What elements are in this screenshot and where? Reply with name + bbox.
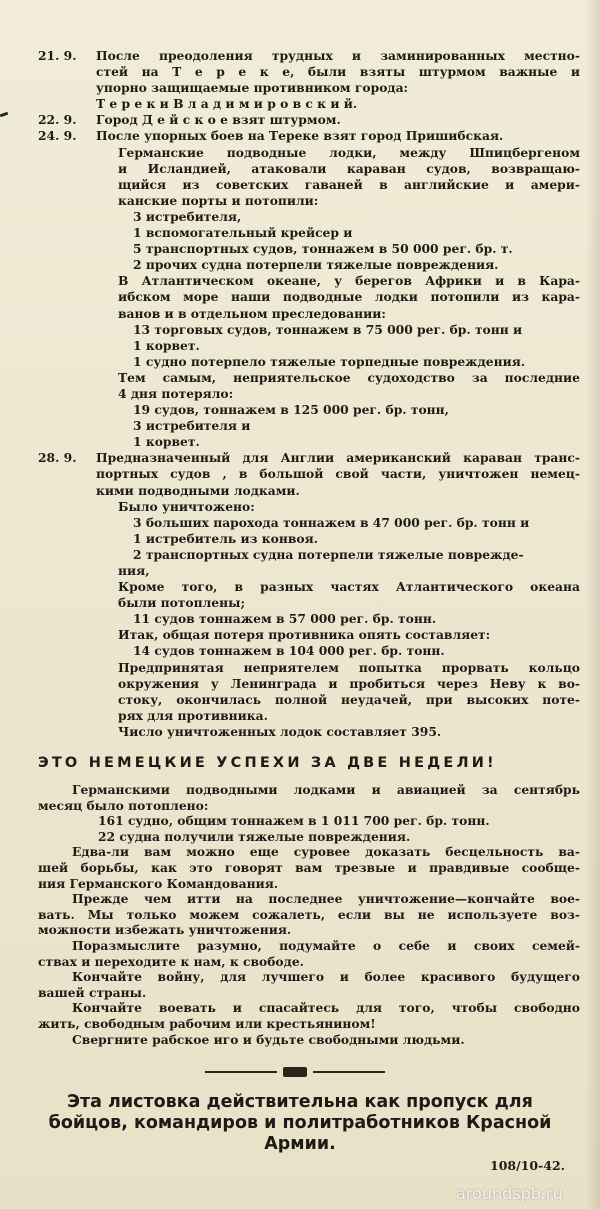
line-text: ствах и переходите к нам, к свободе. <box>38 953 304 969</box>
text-line <box>0 844 600 860</box>
line-text: Т е р е к и В л а д и м и р о в с к и й. <box>96 96 358 112</box>
appeal-text <box>0 782 600 1047</box>
text-line <box>0 611 600 627</box>
line-text: Город Д е й с к о е взят штурмом. <box>96 112 341 128</box>
text-line <box>0 876 600 892</box>
line-text: 1 вспомогательный крейсер и <box>133 225 353 241</box>
text-line <box>0 418 600 434</box>
line-text: Свергните рабское иго и будьте свободными людьми. <box>72 1031 465 1047</box>
line-text: Кроме того, в разных частях Атлантического океана <box>118 579 580 595</box>
line-text: ния, <box>118 563 150 578</box>
text-line <box>0 128 600 144</box>
line-text: 11 судов тоннажем в 57 000 рег. бр. тонн. <box>133 611 437 627</box>
text-line <box>0 1032 600 1048</box>
text-line <box>0 209 600 225</box>
text-line <box>0 370 600 386</box>
leaflet-code: 108/10-42. <box>490 1158 565 1173</box>
text-line <box>0 579 600 595</box>
entry-date: 24. 9. <box>38 128 77 144</box>
report-entry <box>0 48 600 112</box>
text-line <box>0 891 600 907</box>
line-text: 1 корвет. <box>133 337 200 353</box>
line-text: 3 истребителя, <box>133 208 242 224</box>
text-line <box>0 354 600 370</box>
line-text: 3 больших парохода тоннажем в 47 000 рег. бр. тонн и <box>133 514 530 530</box>
text-line <box>0 531 600 547</box>
report-entry <box>0 450 600 740</box>
text-line <box>0 782 600 798</box>
line-text: 161 судно, общим тоннажем в 1 011 700 рег. бр. тонн. <box>98 813 490 829</box>
text-line <box>0 225 600 241</box>
line-text: 1 истребитель из конвоя. <box>133 530 318 546</box>
line-text: рях для противника. <box>118 707 268 723</box>
line-text: 2 транспортных судна потерпели тяжелые поврежде- <box>133 546 524 562</box>
text-line <box>0 954 600 970</box>
text-line <box>0 80 600 96</box>
line-text: Предпринятая неприятелем попытка прорвать кольцо <box>118 659 580 675</box>
text-line <box>0 434 600 450</box>
line-text: После упорных боев на Тереке взят город Пришибская. <box>96 128 504 144</box>
text-line <box>0 969 600 985</box>
line-text: Предназначенный для Англии американский караван транс- <box>96 450 580 466</box>
report-entry <box>0 128 600 450</box>
text-line <box>0 241 600 257</box>
war-report-entries <box>0 48 600 740</box>
text-line <box>0 563 600 579</box>
line-text: 4 дня потеряло: <box>118 385 234 401</box>
line-text: Германские подводные лодки, между Шпицбергеном <box>118 144 580 160</box>
text-line <box>0 724 600 740</box>
line-text: В Атлантическом океане, у берегов Африки и в Кара- <box>118 273 580 289</box>
text-line <box>0 466 600 482</box>
divider-ornament <box>283 1067 307 1077</box>
text-line <box>0 177 600 193</box>
entry-date: 28. 9. <box>38 450 77 466</box>
line-text: кими подводными лодками. <box>96 482 300 498</box>
line-text: Кончайте войну, для лучшего и более красивого будущего <box>72 969 580 985</box>
line-text: Итак, общая потеря противника опять составляет: <box>118 627 491 643</box>
text-line <box>0 907 600 923</box>
line-text: 5 транспортных судов, тоннажем в 50 000 рег. бр. т. <box>133 241 513 257</box>
line-text: щийся из советских гаваней в английские и амери- <box>118 176 580 192</box>
line-text: Тем самым, неприятельское судоходство за последние <box>118 369 580 385</box>
line-text: После преодоления трудных и заминированных местно- <box>96 48 580 63</box>
line-text: были потоплены; <box>118 595 245 611</box>
line-text: ния Германского Командования. <box>38 875 279 891</box>
text-line <box>0 692 600 708</box>
line-text: месяц было потоплено: <box>38 797 209 813</box>
text-line <box>0 499 600 515</box>
text-line <box>0 813 600 829</box>
line-text: 1 судно потерпело тяжелые торпедные повреждения. <box>133 353 526 369</box>
line-text: вашей страны. <box>38 984 147 1000</box>
line-text: Прежде чем итти на последнее уничтожение—кончайте вое- <box>72 891 580 907</box>
text-line <box>0 1016 600 1032</box>
text-line <box>0 595 600 611</box>
line-text: вать. Мы только можем сожалеть, если вы не используете воз- <box>38 906 580 922</box>
text-line <box>0 938 600 954</box>
line-text: окружения у Ленинграда и пробиться через Неву к во- <box>118 675 580 691</box>
text-line <box>0 64 600 80</box>
line-text: канские порты и потопили: <box>118 192 319 208</box>
report-entry <box>0 112 600 128</box>
line-text: 13 торговых судов, тоннажем в 75 000 рег. бр. тонн и <box>133 321 523 337</box>
line-text: ибском море наши подводные лодки потопили из кара- <box>118 289 580 305</box>
text-line <box>0 289 600 305</box>
text-line <box>0 450 600 466</box>
text-line <box>0 161 600 177</box>
text-line <box>0 660 600 676</box>
entry-date: 22. 9. <box>38 112 77 128</box>
line-text: и Исландией, атаковали караван судов, возвращаю- <box>118 160 580 176</box>
divider-left-bar <box>205 1071 277 1073</box>
headline: ЭТО НЕМЕЦКИЕ УСПЕХИ ЗА ДВЕ НЕДЕЛИ! <box>38 755 497 771</box>
text-line <box>0 643 600 659</box>
line-text: Германскими подводными лодками и авиацией за сентябрь <box>72 782 580 797</box>
line-text: 2 прочих судна потерпели тяжелые повреждения. <box>133 257 499 273</box>
line-text: стей на Т е р е к е, были взяты штурмом важные и <box>96 64 580 80</box>
line-text: Число уничтоженных лодок составляет 395. <box>118 723 442 739</box>
text-line <box>0 338 600 354</box>
text-line <box>0 257 600 273</box>
line-text: упорно защищаемые противником города: <box>96 80 409 96</box>
text-line <box>0 798 600 814</box>
line-text: 14 судов тоннажем в 104 000 рег. бр. тонн. <box>133 643 445 659</box>
text-line <box>0 708 600 724</box>
line-text: стоку, окончилась полной неудачей, при высоких потe- <box>118 691 580 707</box>
text-line <box>0 112 600 128</box>
text-line <box>0 145 600 161</box>
text-line <box>0 483 600 499</box>
text-line <box>0 829 600 845</box>
line-text: шей борьбы, как это говорят вам трезвые и правдивые сообще- <box>38 859 580 875</box>
text-line <box>0 676 600 692</box>
line-text: Было уничтожено: <box>118 498 255 514</box>
line-text: 22 судна получили тяжелые повреждения. <box>98 828 411 844</box>
entry-date: 21. 9. <box>38 48 77 63</box>
text-line <box>0 627 600 643</box>
text-line <box>0 922 600 938</box>
line-text: портных судов , в большой свой части, уничтожен немец- <box>96 466 580 482</box>
text-line <box>0 860 600 876</box>
line-text: Поразмыслите разумно, подумайте о себе и своих семей- <box>72 937 580 953</box>
line-text: Едва-ли вам можно еще суровее доказать бесцельность ва- <box>72 844 580 860</box>
text-line <box>0 515 600 531</box>
text-line <box>0 273 600 289</box>
line-text: Кончайте воевать и спасайтесь для того, чтобы свободно <box>72 1000 580 1016</box>
line-text: можности избежать уничтожения. <box>38 922 292 938</box>
divider-right-bar <box>313 1071 385 1073</box>
line-text: 3 истребителя и <box>133 418 251 434</box>
text-line <box>0 547 600 563</box>
line-text: 1 корвет. <box>133 434 200 450</box>
text-line <box>0 1000 600 1016</box>
text-line <box>0 402 600 418</box>
pass-statement: Эта листовка действительна как пропуск для бойцов, командиров и политработников Красной Армии. <box>48 1092 552 1154</box>
ornamental-divider <box>205 1067 385 1077</box>
line-text: 19 судов, тоннажем в 125 000 рег. бр. тонн, <box>133 402 449 418</box>
text-line <box>0 48 600 64</box>
text-line <box>0 386 600 402</box>
watermark: aroundspb.ru <box>456 1184 563 1203</box>
text-line <box>0 306 600 322</box>
text-line <box>0 193 600 209</box>
text-line <box>0 96 600 112</box>
line-text: ванов и в отдельном преследовании: <box>118 305 386 321</box>
text-line <box>0 985 600 1001</box>
line-text: жить, свободным рабочим или крестьянином! <box>38 1015 376 1031</box>
text-line <box>0 322 600 338</box>
